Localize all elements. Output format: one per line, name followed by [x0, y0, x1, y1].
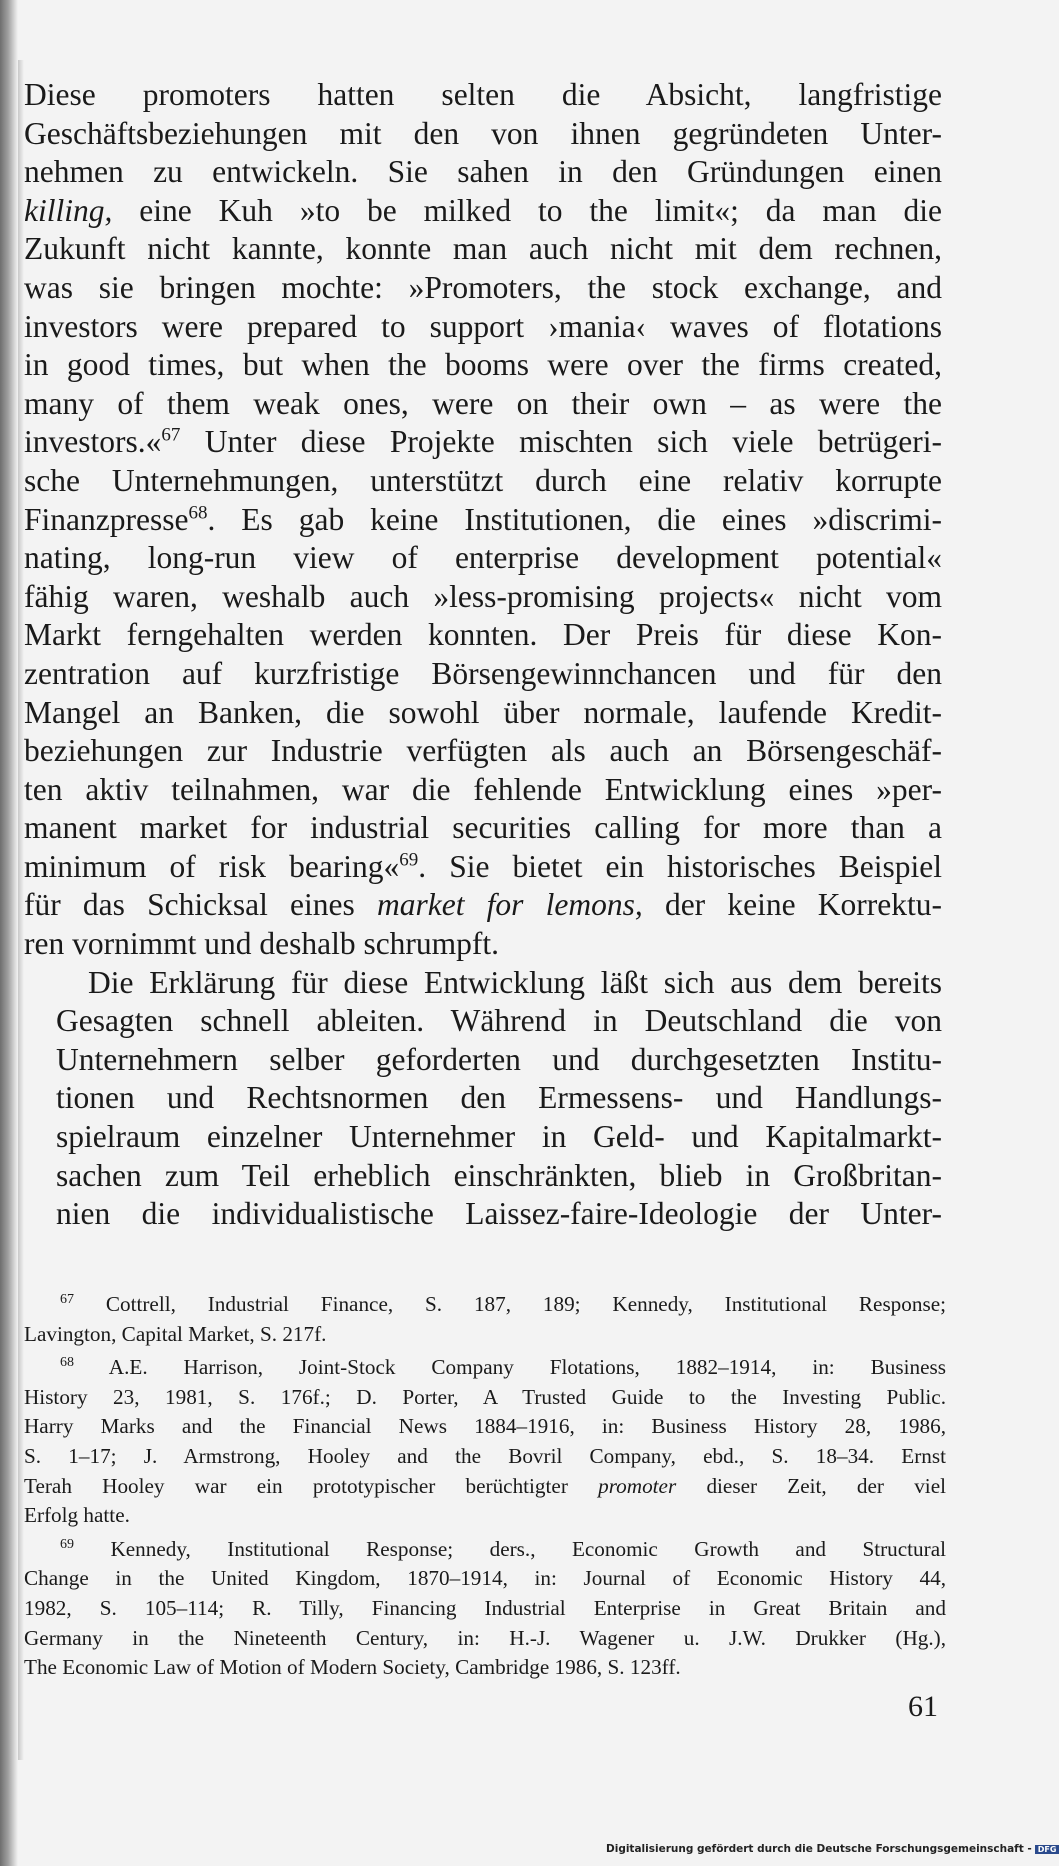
text-line: S. 1–17; J. Armstrong, Hooley and the Bovril Company, ebd., S. 18–34. Ernst [24, 1443, 946, 1468]
footnote-ref-68: 68 [188, 502, 208, 524]
text-line: Gesagten schnell ableiten. Während in Deutschland die von [56, 1003, 942, 1039]
text-line: tionen und Rechtsnormen den Ermessens- und Handlungs- [56, 1080, 942, 1116]
text-line: Zukunft nicht kannte, konnte man auch nicht mit dem rechnen, [24, 231, 942, 267]
footnotes [24, 1290, 946, 1687]
text-segment: der keine Korrektu- [642, 887, 942, 923]
dfg-logo: DFG [1035, 1845, 1059, 1854]
text-segment: für das Schicksal eines [24, 887, 377, 923]
text-line: nehmen zu entwickeln. Sie sahen in den Gründungen einen [24, 154, 942, 190]
text-line: zentration auf kurzfristige Börsengewinnchancen und für den [24, 655, 942, 691]
italic-term: market for lemons, [376, 887, 643, 923]
text-line: The Economic Law of Motion of Modern Society, Cambridge 1986, S. 123ff. [24, 1655, 681, 1680]
text-segment: dieser Zeit, der viel [676, 1473, 946, 1498]
text-line: Lavington, Capital Market, S. 217f. [24, 1321, 327, 1346]
footnote-68 [24, 1353, 946, 1531]
text-line: beziehungen zur Industrie verfügten als auch an Börsengeschäf- [24, 733, 942, 769]
text-line: sche Unternehmungen, unterstützt durch eine relativ korrupte [24, 462, 942, 498]
text-line: Harry Marks and the Financial News 1884–1916, in: Business History 28, 1986, [24, 1414, 946, 1439]
footnote-ref-69: 69 [399, 849, 419, 871]
text-line: nien die individualistische Laissez-faire-Ideologie der Unter- [56, 1196, 942, 1232]
footnote-67 [24, 1290, 946, 1349]
paragraph-2 [24, 964, 942, 1234]
book-spine-shadow [0, 0, 18, 1866]
text-line: sachen zum Teil erheblich einschränkten, blieb in Großbritan- [56, 1157, 942, 1193]
credit-text: Digitalisierung gefördert durch die Deutsche Forschungsgemeinschaft - [606, 1843, 1032, 1855]
text-line [24, 848, 942, 887]
text-line: Change in the United Kingdom, 1870–1914, in: Journal of Economic History 44, [24, 1566, 946, 1591]
text-line: many of them weak ones, were on their own – as were the [24, 385, 942, 421]
text-segment: minimum of risk bearing« [24, 848, 400, 884]
text-line: nating, long-run view of enterprise development potential« [24, 540, 942, 576]
text-line: Diese promoters hatten selten die Absicht, langfristige [24, 77, 942, 112]
text-segment: Finanzpresse [24, 501, 189, 537]
text-line: investors were prepared to support ›mania‹ waves of flotations [24, 308, 942, 344]
text-line [24, 1472, 946, 1502]
text-segment: . Sie bietet ein historisches Beispiel [418, 848, 942, 884]
text-line: ren vornimmt und deshalb schrumpft. [24, 926, 500, 962]
italic-term: killing, [24, 192, 113, 228]
text-segment: A.E. Harrison, Joint-Stock Company Flotations, 1882–1914, in: Business [108, 1355, 946, 1380]
footnote-number: 67 [60, 1291, 74, 1307]
text-line [24, 1290, 946, 1320]
text-segment: . Es gab keine Institutionen, die eines »discrimi- [207, 501, 942, 537]
text-line: Die Erklärung für diese Entwicklung läßt sich aus dem bereits [88, 964, 942, 1000]
footnote-69 [24, 1535, 946, 1683]
text-line: Unternehmern selber geforderten und durchgesetzten Institu- [56, 1041, 942, 1077]
text-line [24, 1353, 946, 1383]
italic-term: promoter [598, 1473, 677, 1498]
text-line [24, 1535, 946, 1565]
text-segment: Unter diese Projekte mischten sich viele betrügeri- [180, 424, 942, 460]
footnote-number: 69 [60, 1536, 74, 1552]
text-segment: Kennedy, Institutional Response; ders., Economic Growth and Structural [110, 1536, 946, 1561]
digitization-credit [606, 1843, 1059, 1855]
text-line: was sie bringen mochte: »Promoters, the stock exchange, and [24, 269, 942, 305]
text-line: Mangel an Banken, die sowohl über normale, laufende Kredit- [24, 694, 942, 730]
page-number: 61 [908, 1690, 938, 1723]
text-segment: eine Kuh »to be milked to the limit«; da man die [112, 192, 942, 228]
text-line: History 23, 1981, S. 176f.; D. Porter, A Trusted Guide to the Investing Public. [24, 1384, 946, 1409]
text-line: fähig waren, weshalb auch »less-promising projects« nicht vom [24, 578, 942, 614]
text-line: spielraum einzelner Unternehmer in Geld- und Kapitalmarkt- [56, 1119, 942, 1155]
footnote-number: 68 [60, 1355, 74, 1371]
text-line: Markt ferngehalten werden konnten. Der Preis für diese Kon- [24, 617, 942, 653]
text-line: Germany in the Nineteenth Century, in: H.-J. Wagener u. J.W. Drukker (Hg.), [24, 1625, 946, 1650]
paragraph-1 [24, 76, 942, 964]
text-segment: Terah Hooley war ein prototypischer berüchtigter [24, 1473, 599, 1498]
text-line: Geschäftsbeziehungen mit den von ihnen gegründeten Unter- [24, 115, 942, 151]
footnote-ref-67: 67 [161, 424, 181, 446]
text-line [24, 501, 942, 540]
text-line: Erfolg hatte. [24, 1503, 130, 1528]
text-line: manent market for industrial securities calling for more than a [24, 810, 942, 846]
text-line [24, 886, 942, 925]
text-segment: investors.« [24, 424, 162, 460]
text-segment: Cottrell, Industrial Finance, S. 187, 189; Kennedy, Institutional Response; [105, 1292, 947, 1316]
text-line: in good times, but when the booms were over the firms created, [24, 347, 942, 383]
text-line [24, 192, 942, 231]
main-text [24, 76, 942, 1234]
text-line: ten aktiv teilnahmen, war die fehlende Entwicklung eines »per- [24, 771, 942, 807]
text-line: 1982, S. 105–114; R. Tilly, Financing Industrial Enterprise in Great Britain and [24, 1595, 946, 1620]
text-line [24, 423, 942, 462]
